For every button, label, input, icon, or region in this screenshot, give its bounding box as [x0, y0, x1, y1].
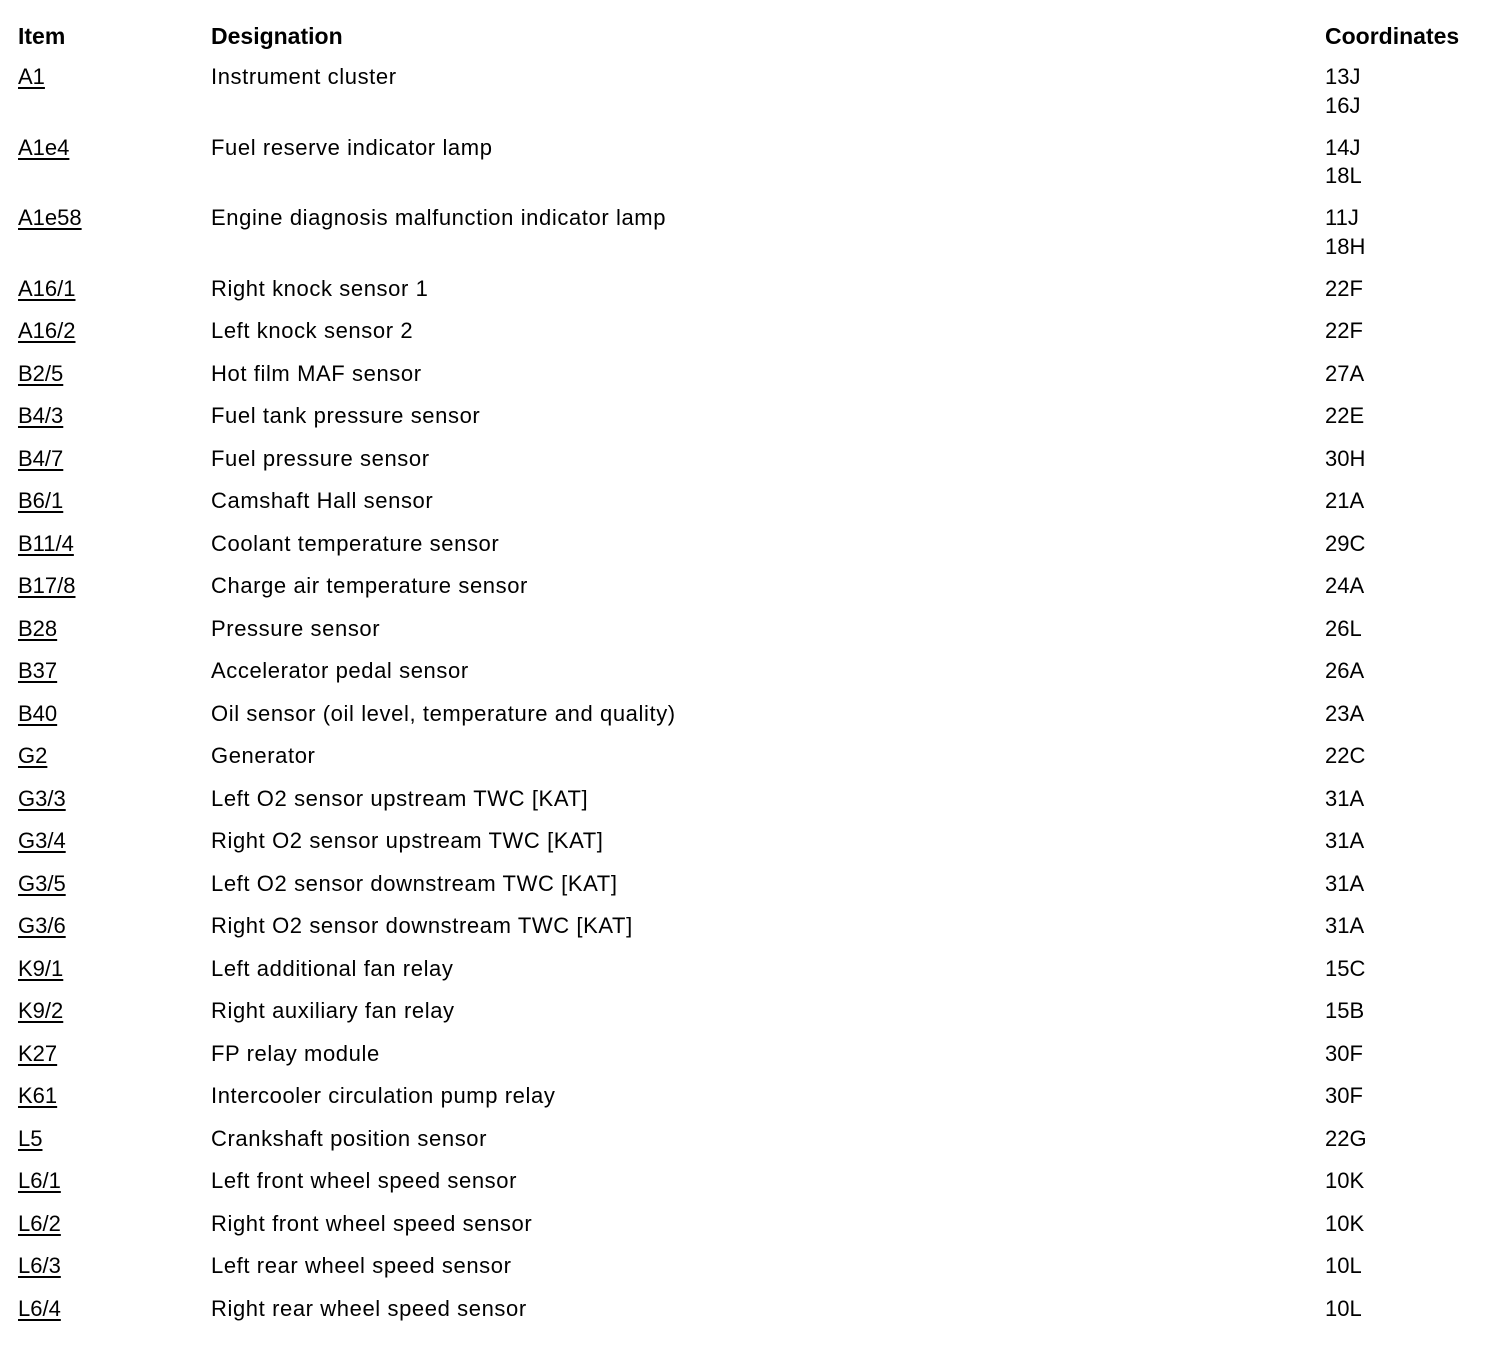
item-link[interactable]: G3/5 [18, 870, 66, 896]
item-link[interactable]: K9/2 [18, 998, 64, 1023]
coordinate-value: 30H [1325, 445, 1366, 471]
coordinates-cell [1325, 63, 1360, 120]
item-link[interactable]: A1e58 [18, 205, 82, 230]
table-row [0, 912, 1504, 955]
table-row [0, 1295, 1504, 1338]
designation-text: Right knock sensor 1 [211, 275, 429, 301]
designation-text: Left knock sensor 2 [211, 318, 414, 343]
coordinates-cell [1325, 615, 1362, 644]
designation-text: FP relay module [211, 1040, 380, 1066]
coordinate-value: 31A [1325, 870, 1365, 896]
table-row [0, 870, 1504, 913]
designation-text: Generator [211, 743, 316, 768]
designation-text: Fuel tank pressure sensor [211, 403, 481, 428]
coordinates-cell [1325, 827, 1364, 856]
table-row [0, 445, 1504, 488]
item-link[interactable]: A16/1 [18, 275, 76, 301]
coordinate-value: 26L [1325, 615, 1362, 641]
designation-text: Right front wheel speed sensor [211, 1210, 533, 1236]
designation-text: Intercooler circulation pump relay [211, 1083, 556, 1108]
designation-text: Charge air temperature sensor [211, 573, 528, 598]
table-row [0, 360, 1504, 403]
designation-text: Fuel pressure sensor [211, 445, 430, 471]
designation-text: Left additional fan relay [211, 955, 454, 981]
designation-text: Crankshaft position sensor [211, 1125, 488, 1151]
table-row [0, 530, 1504, 573]
coordinate-value: 22C [1325, 743, 1366, 768]
table-row [0, 742, 1504, 785]
table-row [0, 487, 1504, 530]
item-link[interactable]: L5 [18, 1125, 43, 1151]
coordinate-value: 10L [1325, 1295, 1362, 1321]
designation-text: Left rear wheel speed sensor [211, 1253, 512, 1278]
item-link[interactable]: L6/3 [18, 1253, 61, 1278]
item-link[interactable]: K61 [18, 1083, 58, 1108]
table-row [0, 63, 1504, 134]
coordinates-cell [1325, 1252, 1362, 1281]
item-link[interactable]: L6/4 [18, 1295, 61, 1321]
designation-text: Left front wheel speed sensor [211, 1168, 518, 1193]
header-coordinates: Coordinates [1325, 23, 1460, 49]
coordinate-value: 22G [1325, 1125, 1367, 1151]
table-row [0, 657, 1504, 700]
table-row [0, 827, 1504, 870]
item-link[interactable]: K9/1 [18, 955, 64, 981]
designation-text: Instrument cluster [211, 64, 397, 89]
coordinates-cell [1325, 402, 1364, 431]
item-link[interactable]: B28 [18, 615, 58, 641]
item-link[interactable]: G3/6 [18, 913, 66, 938]
item-link[interactable]: G3/4 [18, 828, 66, 853]
coordinate-value: 16J [1325, 92, 1361, 118]
table-row [0, 402, 1504, 445]
table-row [0, 134, 1504, 205]
coordinates-cell [1325, 275, 1363, 304]
designation-text: Engine diagnosis malfunction indicator lamp [211, 205, 667, 230]
coordinates-cell [1325, 742, 1365, 771]
coordinates-cell [1325, 360, 1364, 389]
coordinate-value: 15C [1325, 955, 1366, 981]
table-row [0, 1082, 1504, 1125]
coordinates-cell [1325, 317, 1363, 346]
item-link[interactable]: B2/5 [18, 360, 64, 386]
coordinates-cell [1325, 1210, 1364, 1239]
coordinate-value: 22F [1325, 318, 1363, 343]
table-row [0, 1040, 1504, 1083]
coordinates-cell [1325, 530, 1365, 559]
coordinate-value: 18H [1325, 233, 1366, 259]
coordinates-cell [1325, 572, 1364, 601]
designation-text: Right O2 sensor upstream TWC [KAT] [211, 828, 604, 853]
item-link[interactable]: A1e4 [18, 134, 70, 160]
designation-text: Right rear wheel speed sensor [211, 1295, 527, 1321]
coordinates-cell [1325, 870, 1364, 899]
coordinate-value: 22F [1325, 275, 1363, 301]
coordinate-value: 14J [1325, 134, 1361, 160]
designation-text: Coolant temperature sensor [211, 530, 500, 556]
coordinates-cell [1325, 134, 1362, 191]
coordinates-cell [1325, 785, 1364, 814]
item-link[interactable]: A16/2 [18, 318, 76, 343]
designation-text: Fuel reserve indicator lamp [211, 134, 493, 160]
table-row [0, 700, 1504, 743]
designation-text: Left O2 sensor upstream TWC [KAT] [211, 785, 589, 811]
table-row [0, 1167, 1504, 1210]
table-row [0, 615, 1504, 658]
item-link[interactable]: B17/8 [18, 573, 76, 598]
coordinate-value: 30F [1325, 1083, 1363, 1108]
coordinate-value: 24A [1325, 573, 1365, 598]
coordinates-cell [1325, 700, 1364, 729]
table-row [0, 204, 1504, 275]
coordinates-cell [1325, 445, 1365, 474]
designation-text: Pressure sensor [211, 615, 381, 641]
coordinate-value: 22E [1325, 403, 1365, 428]
table-header [0, 21, 1504, 51]
item-link[interactable]: B4/3 [18, 403, 64, 428]
designation-text: Right auxiliary fan relay [211, 998, 455, 1023]
coordinate-value: 10K [1325, 1210, 1365, 1236]
table-row [0, 955, 1504, 998]
coordinate-value: 31A [1325, 828, 1365, 853]
header-designation: Designation [211, 23, 343, 49]
item-link[interactable]: B37 [18, 658, 58, 683]
header-item: Item [18, 23, 66, 49]
item-link[interactable]: A1 [18, 64, 45, 89]
component-table [0, 63, 1504, 1337]
item-link[interactable]: L6/1 [18, 1168, 61, 1193]
coordinates-cell [1325, 912, 1364, 941]
coordinate-value: 11J [1325, 205, 1359, 230]
item-link[interactable]: G3/3 [18, 785, 66, 811]
designation-text: Camshaft Hall sensor [211, 488, 434, 513]
coordinate-value: 27A [1325, 360, 1365, 386]
item-link[interactable]: B6/1 [18, 488, 64, 513]
coordinate-value: 21A [1325, 488, 1365, 513]
table-row [0, 1125, 1504, 1168]
designation-text: Left O2 sensor downstream TWC [KAT] [211, 870, 618, 896]
coordinate-value: 10L [1325, 1253, 1362, 1278]
item-link[interactable]: K27 [18, 1040, 58, 1066]
coordinate-value: 30F [1325, 1040, 1363, 1066]
coordinates-cell [1325, 997, 1364, 1026]
item-link[interactable]: G2 [18, 743, 48, 768]
coordinates-cell [1325, 1167, 1364, 1196]
coordinate-value: 31A [1325, 913, 1365, 938]
table-row [0, 785, 1504, 828]
coordinate-value: 10K [1325, 1168, 1365, 1193]
coordinates-cell [1325, 487, 1364, 516]
table-row [0, 1210, 1504, 1253]
item-link[interactable]: B11/4 [18, 530, 74, 556]
coordinates-cell [1325, 955, 1365, 984]
item-link[interactable]: B40 [18, 700, 58, 726]
designation-text: Oil sensor (oil level, temperature and quality) [211, 700, 676, 726]
table-row [0, 317, 1504, 360]
table-row [0, 1252, 1504, 1295]
coordinates-cell [1325, 1082, 1363, 1111]
table-row [0, 572, 1504, 615]
coordinates-cell [1325, 657, 1364, 686]
coordinates-cell [1325, 1040, 1363, 1069]
coordinate-value: 29C [1325, 530, 1366, 556]
item-link[interactable]: L6/2 [18, 1210, 61, 1236]
coordinate-value: 26A [1325, 658, 1365, 683]
coordinates-cell [1325, 204, 1365, 261]
designation-text: Right O2 sensor downstream TWC [KAT] [211, 913, 633, 938]
coordinate-value: 31A [1325, 785, 1365, 811]
coordinates-cell [1325, 1295, 1362, 1324]
coordinate-value: 18L [1325, 163, 1362, 188]
designation-text: Hot film MAF sensor [211, 360, 422, 386]
coordinate-value: 23A [1325, 700, 1365, 726]
coordinates-cell [1325, 1125, 1367, 1154]
table-row [0, 997, 1504, 1040]
coordinate-value: 15B [1325, 998, 1365, 1023]
item-link[interactable]: B4/7 [18, 445, 64, 471]
coordinate-value: 13J [1325, 64, 1361, 89]
designation-text: Accelerator pedal sensor [211, 658, 469, 683]
table-row [0, 275, 1504, 318]
